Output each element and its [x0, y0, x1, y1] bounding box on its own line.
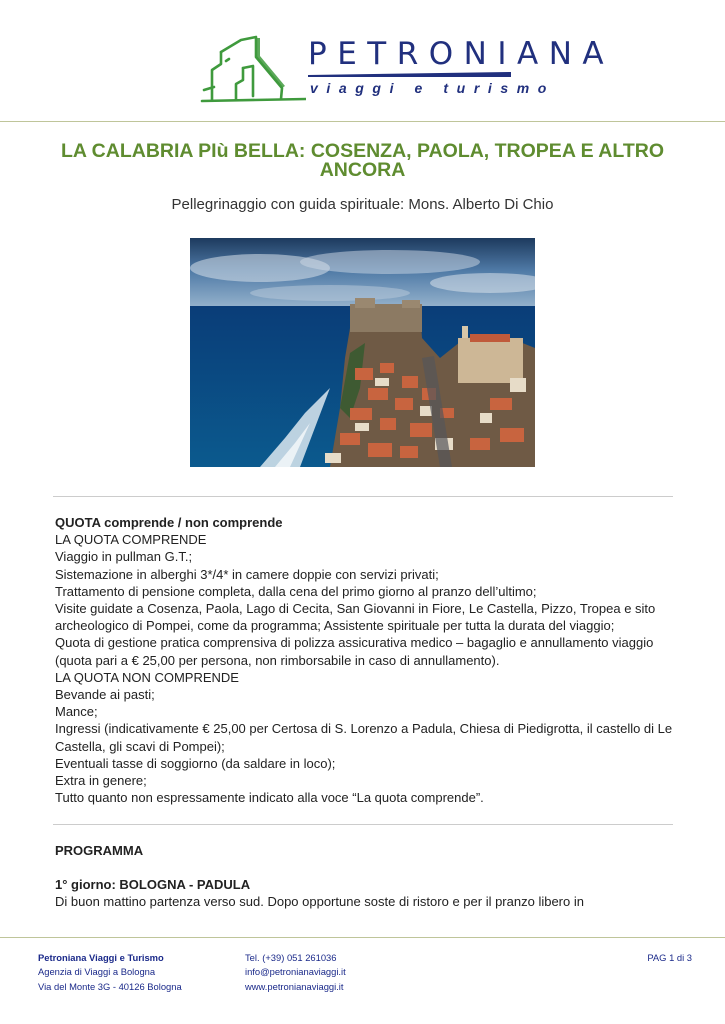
quota-line: Tutto quanto non espressamente indicato alla voce “La quota comprende”.: [55, 790, 484, 806]
footer-agency: Agenzia di Viaggi a Bologna: [38, 966, 156, 978]
quota-heading: QUOTA comprende / non comprende: [55, 515, 283, 530]
company-logo: [196, 30, 615, 106]
section-divider-2: [53, 824, 673, 825]
day1-title: 1° giorno: BOLOGNA - PADULA: [55, 877, 251, 892]
quota-line: Bevande ai pasti;: [55, 687, 155, 703]
coastal-castle-photo: [190, 238, 535, 467]
footer-divider: [0, 937, 725, 938]
footer-contacts: [245, 951, 346, 994]
quota-line: Extra in genere;: [55, 773, 147, 789]
logo-tagline: viaggi e turismo: [310, 80, 555, 96]
programma-heading: PROGRAMMA: [55, 843, 144, 858]
logo-brand-name: PETRONIANA: [308, 36, 615, 72]
section-divider-1: [53, 496, 673, 497]
document-subtitle: Pellegrinaggio con guida spirituale: Mons. Alberto Di Chio: [171, 196, 554, 213]
quota-line: Sistemazione in alberghi 3*/4* in camere doppie con servizi privati;: [55, 566, 439, 582]
quota-line: LA QUOTA COMPRENDE: [55, 532, 207, 548]
quota-section: [55, 514, 680, 806]
document-title: LA CALABRIA PIù BELLA: COSENZA, PAOLA, TROPEA E ALTRO ANCORA: [60, 140, 665, 181]
footer-tel: Tel. (+39) 051 261036: [245, 952, 337, 963]
quota-line: Mance;: [55, 704, 98, 720]
footer-company: [38, 951, 182, 994]
programma-heading-block: [55, 842, 680, 859]
day1-text: Di buon mattino partenza verso sud. Dopo opportune soste di ristoro e per il pranzo libero in: [55, 894, 584, 910]
footer-email[interactable]: info@petronianaviaggi.it: [245, 966, 346, 978]
day1-block: [55, 876, 680, 910]
logo-underline: [308, 70, 523, 80]
page-number: PAG 1 di 3: [647, 952, 692, 963]
quota-line: Ingressi (indicativamente € 25,00 per Certosa di S. Lorenzo a Padula, Chiesa di Piedigrotta, il castello di Le Castella, gli scavi di Pompei);: [55, 721, 673, 754]
quota-line: Visite guidate a Cosenza, Paola, Lago di Cecita, San Giovanni in Fiore, Le Castella, Pizzo, Tropea e sito archeologico di Pompei, come da programma; Assistente spirituale per tutta la durata del viaggio;: [55, 601, 656, 634]
building-outline-icon: [196, 30, 306, 106]
quota-line: Viaggio in pullman G.T.;: [55, 549, 193, 565]
quota-line: Trattamento di pensione completa, dalla cena del primo giorno al pranzo dell’ultimo;: [55, 583, 537, 599]
quota-line: Quota di gestione pratica comprensiva di polizza assicurativa medico – bagaglio e annullamento viaggio (quota pari a € 25,00 per persona, non rimborsabile in caso di annullamento).: [55, 635, 654, 668]
footer-website[interactable]: www.petronianaviaggi.it: [245, 980, 344, 992]
footer-company-name: Petroniana Viaggi e Turismo: [38, 952, 164, 963]
footer-address: Via del Monte 3G - 40126 Bologna: [38, 980, 182, 992]
quota-line: LA QUOTA NON COMPRENDE: [55, 669, 239, 685]
quota-line: Eventuali tasse di soggiorno (da saldare in loco);: [55, 755, 336, 771]
header-divider: [0, 121, 725, 122]
footer-page: [600, 951, 692, 965]
